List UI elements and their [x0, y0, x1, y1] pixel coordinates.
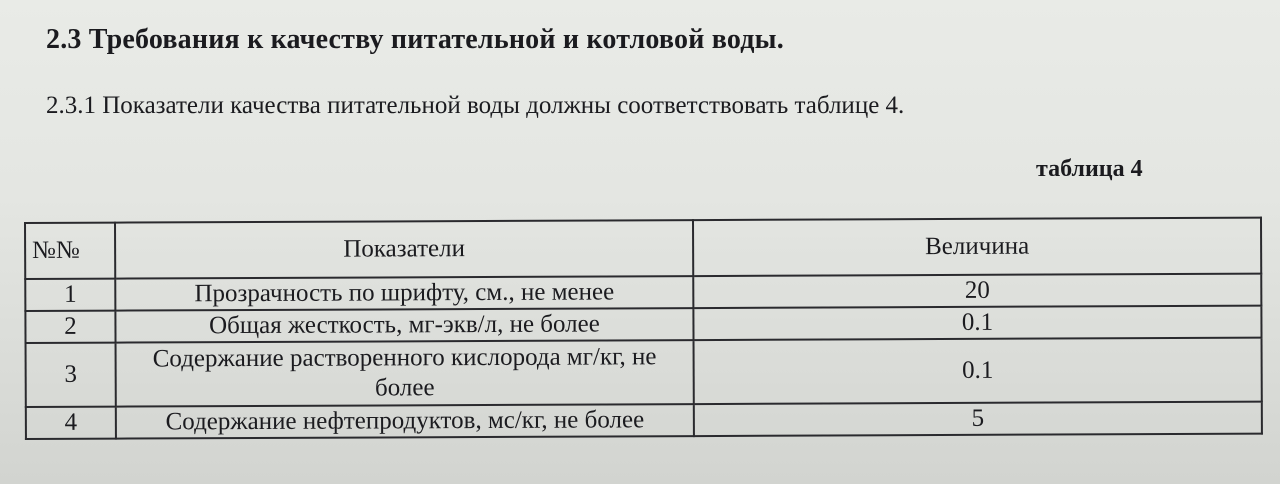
- row-number: 3: [26, 343, 116, 407]
- table-row: [26, 338, 1262, 407]
- row-indicator: Общая жесткость, мг-экв/л, не более: [115, 308, 693, 343]
- section-heading: 2.3 Требования к качеству питательной и котловой воды.: [46, 24, 784, 55]
- table-caption: таблица 4: [1036, 156, 1143, 182]
- row-indicator: Содержание растворенного кислорода мг/кг, не более: [116, 340, 694, 407]
- section-paragraph: 2.3.1 Показатели качества питательной воды должны соответствовать таблице 4.: [46, 92, 905, 119]
- row-number: 2: [25, 311, 115, 343]
- header-value: Величина: [693, 218, 1261, 276]
- row-value: 0.1: [693, 306, 1261, 340]
- row-indicator: Содержание нефтепродуктов, мс/кг, не более: [116, 404, 694, 439]
- row-indicator: Прозрачность по шрифту, см., не менее: [115, 276, 693, 311]
- row-number: 4: [26, 407, 116, 439]
- row-value: 20: [693, 274, 1261, 308]
- row-number: 1: [25, 279, 115, 311]
- row-value: 0.1: [694, 338, 1262, 404]
- row-value: 5: [694, 402, 1262, 436]
- header-number: №№: [25, 223, 115, 279]
- requirements-table: [24, 217, 1263, 440]
- table-row: [26, 402, 1262, 439]
- table-row: [25, 274, 1261, 311]
- table-header-row: [25, 218, 1261, 279]
- table-row: [25, 306, 1261, 343]
- header-indicator: Показатели: [115, 220, 693, 279]
